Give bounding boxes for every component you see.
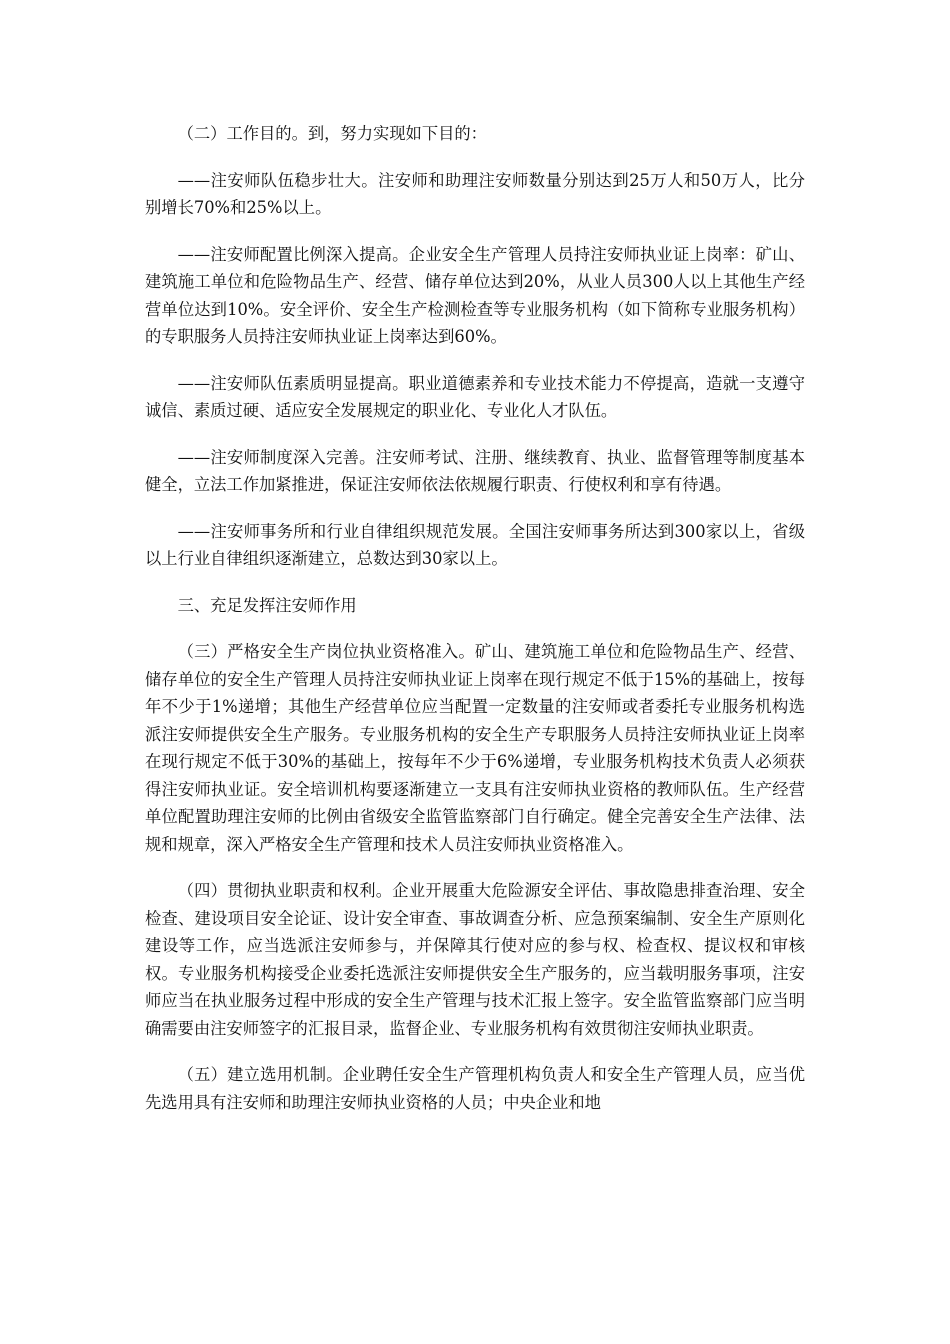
section-heading-three: 三、充足发挥注安师作用 <box>177 595 357 615</box>
paragraph-duties-and-rights: （四）贯彻执业职责和权利。企业开展重大危险源安全评估、事故隐患排查治理、安全检查、建设项目安全论证、设计安全审查、事故调查分析、应急预案编制、安全生产原则化建设等工作，应当选派注安师参与，并保障其行使对应的参与权、检查权、提议权和审核权。专业服务机构接受企业委托选派注安师提供安全生产服务的，应当载明服务事项，注安师应当在执业服务过程中形成的安全生产管理与技术汇报上签字。安全监管监察部门应当明确需要由注安师签字的汇报目录，监督企业、专业服务机构有效贯彻注安师执业职责。 <box>145 881 805 1038</box>
paragraph-selection-mechanism: （五）建立选用机制。企业聘任安全生产管理机构负责人和安全生产管理人员，应当优先选用具有注安师和助理注安师执业资格的人员；中央企业和地 <box>145 1065 805 1112</box>
paragraph-staffing-ratio: ——注安师配置比例深入提高。企业安全生产管理人员持注安师执业证上岗率：矿山、建筑施工单位和危险物品生产、经营、储存单位达到20%，从业人员300人以上其他生产经营单位达到10%。安全评价、安全生产检测检查等专业服务机构（如下简称专业服务机构）的专职服务人员持注安师执业证上岗率达到60%。 <box>145 244 805 346</box>
paragraph-work-goals-intro: （二）工作目的。到，努力实现如下目的： <box>177 124 487 143</box>
document-body <box>145 120 805 1135</box>
paragraph-team-quality: ——注安师队伍素质明显提高。职业道德素养和专业技术能力不停提高，造就一支遵守诚信、素质过硬、适应安全发展规定的职业化、专业化人才队伍。 <box>145 373 805 420</box>
paragraph-team-growth: ——注安师队伍稳步壮大。注安师和助理注安师数量分别达到25万人和50万人，比分别增长70%和25%以上。 <box>145 170 805 217</box>
paragraph-system-improvement: ——注安师制度深入完善。注安师考试、注册、继续教育、执业、监督管理等制度基本健全，立法工作加紧推进，保证注安师依法依规履行职责、行使权利和享有待遇。 <box>145 447 805 494</box>
paragraph-qualification-access: （三）严格安全生产岗位执业资格准入。矿山、建筑施工单位和危险物品生产、经营、储存单位的安全生产管理人员持注安师执业证上岗率在现行规定不低于15%的基础上，按每年不少于1%递增；其他生产经营单位应当配置一定数量的注安师或者委托专业服务机构选派注安师提供安全生产服务。专业服务机构的安全生产专职服务人员持注安师执业证上岗率在现行规定不低于30%的基础上，按每年不少于6%递增，专业服务机构技术负责人必须获得注安师执业证。安全培训机构要逐渐建立一支具有注安师执业资格的教师队伍。生产经营单位配置助理注安师的比例由省级安全监管监察部门自行确定。健全完善安全生产法律、法规和规章，深入严格安全生产管理和技术人员注安师执业资格准入。 <box>145 642 805 854</box>
paragraph-firms-and-associations: ——注安师事务所和行业自律组织规范发展。全国注安师事务所达到300家以上，省级以上行业自律组织逐渐建立，总数达到30家以上。 <box>145 521 805 568</box>
